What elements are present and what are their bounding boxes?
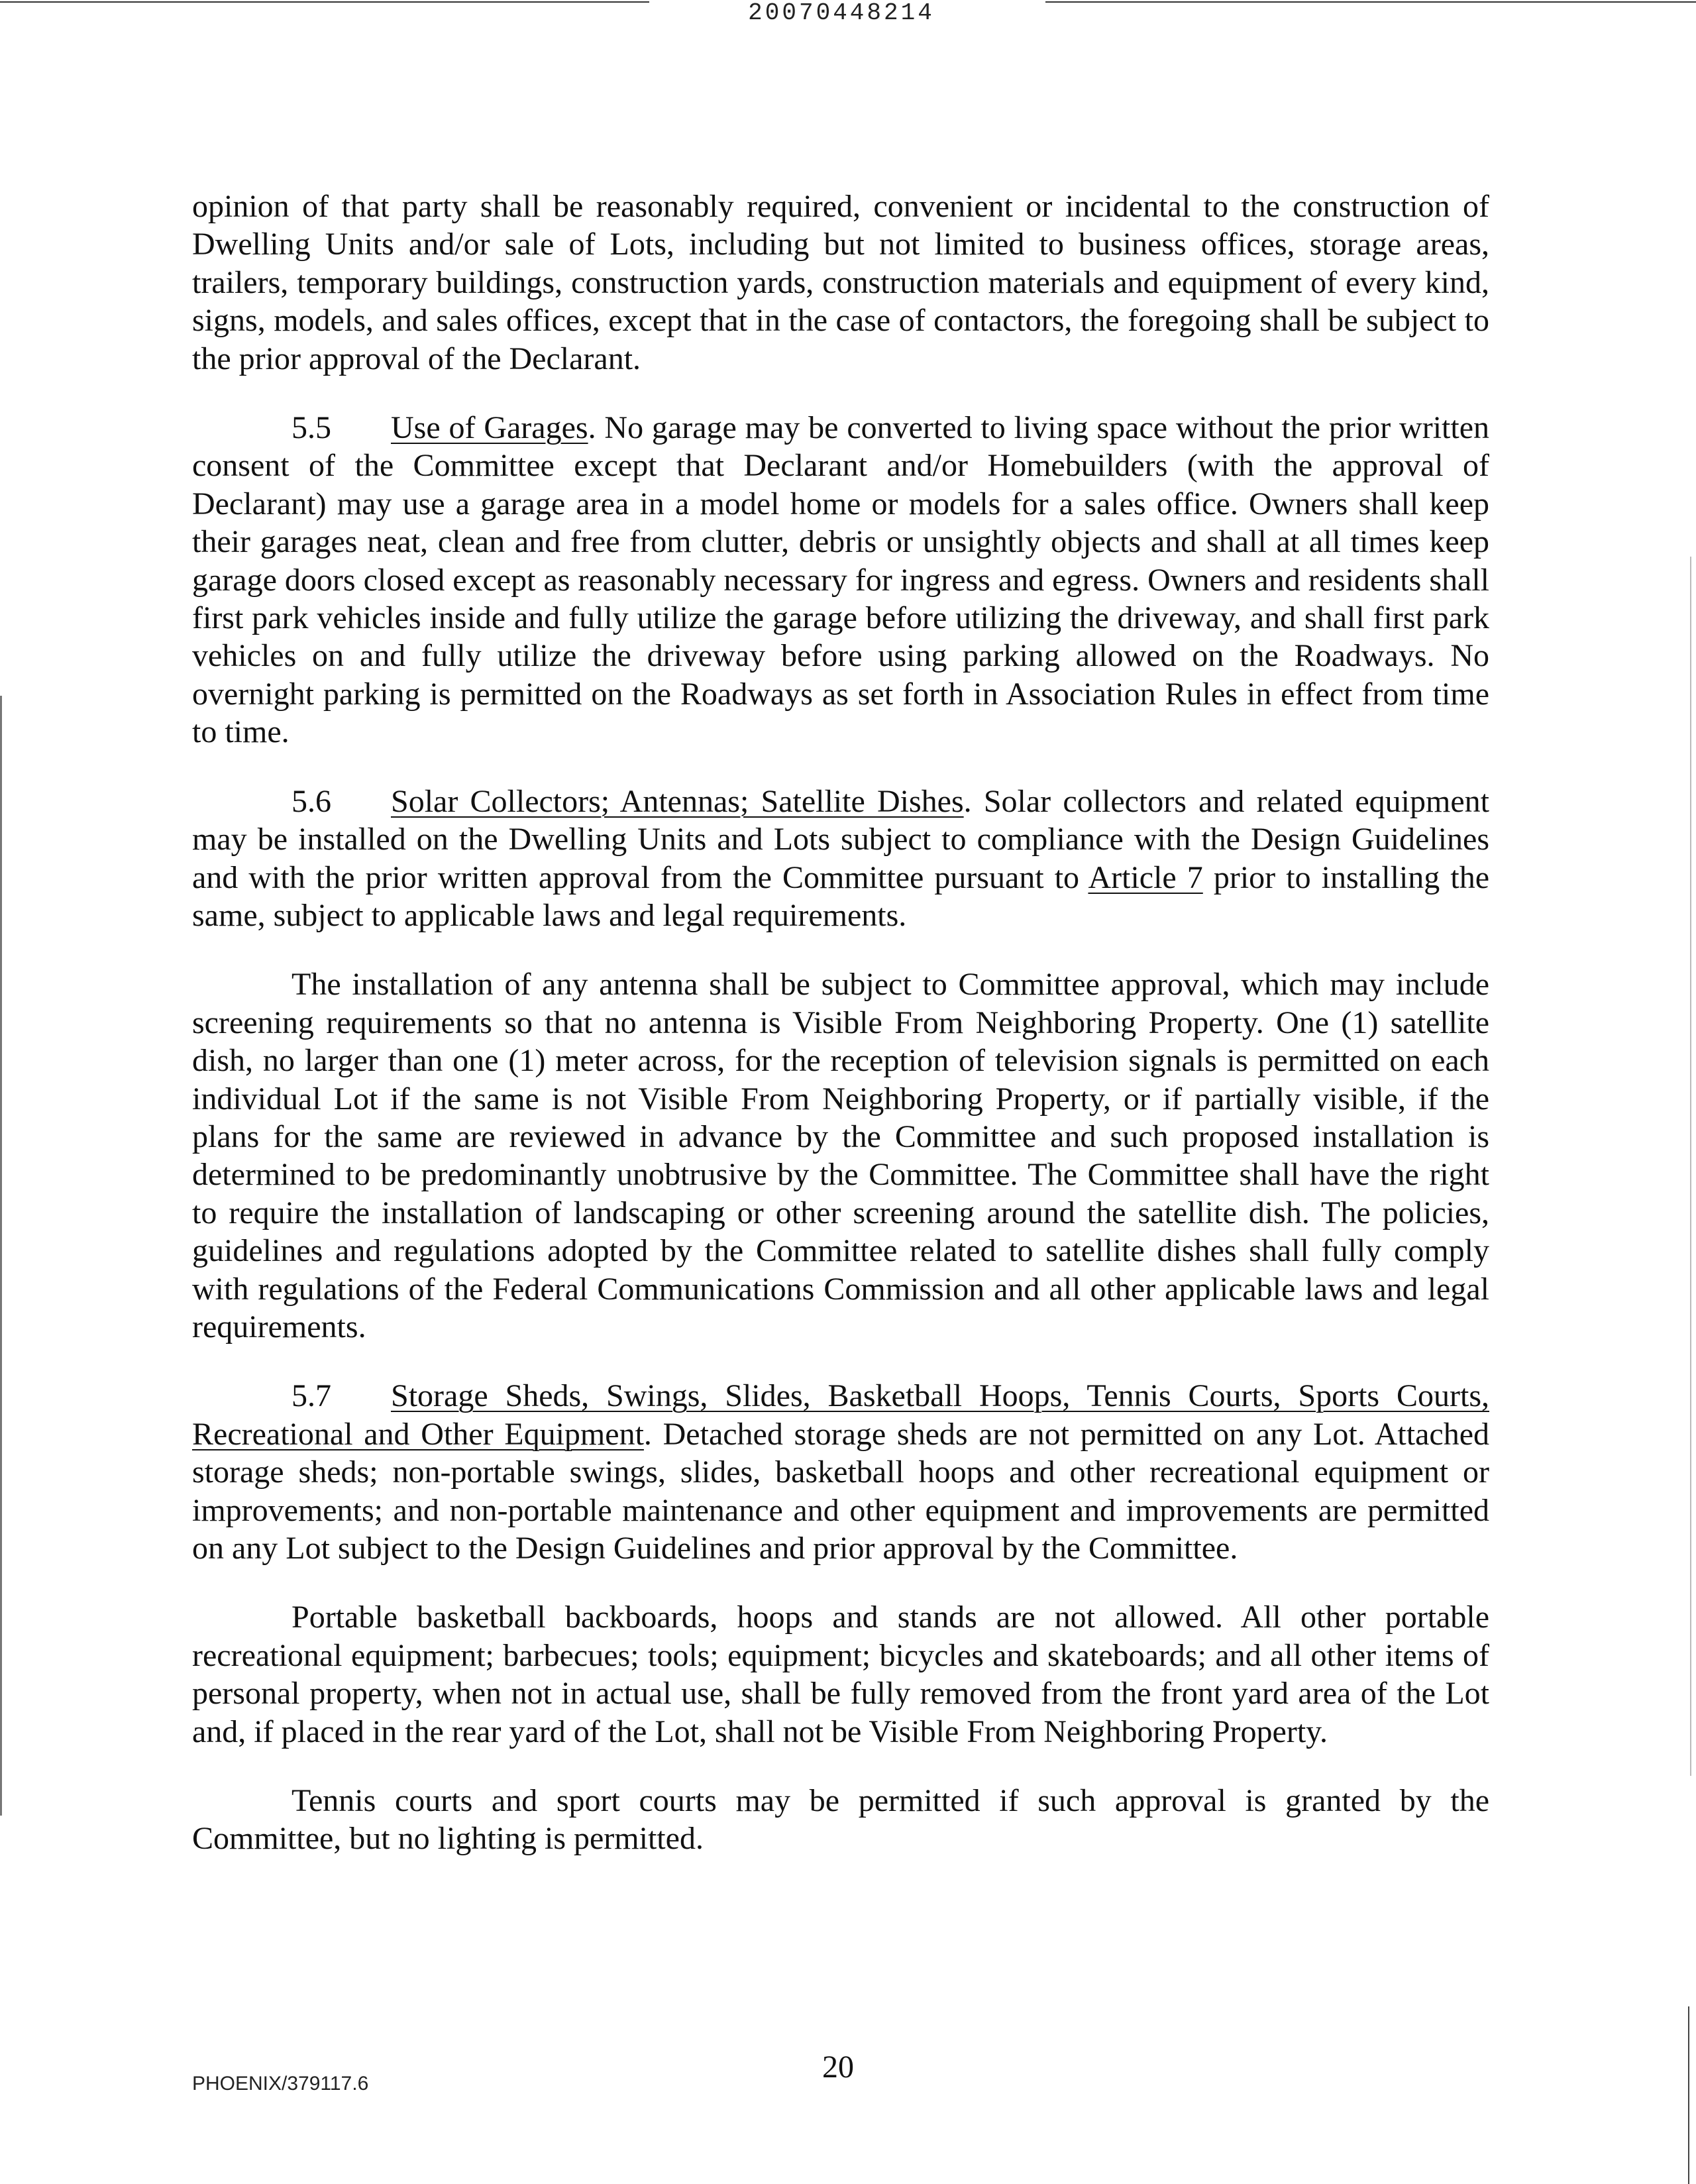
section-number: 5.5 — [292, 410, 331, 446]
section-title: Use of Garages — [391, 410, 588, 446]
page-number: 20 — [822, 2049, 854, 2085]
section-5-7 — [192, 1377, 1489, 1567]
footer-document-id: PHOENIX/379117.6 — [192, 2073, 369, 2095]
antenna-paragraph: The installation of any antenna shall be subject to Committee approval, which may include screening requirements so that no antenna is Visible From Neighboring Property. One (1) satellite dish, no larger than one (1) meter across, for the reception of television signals is permitted on each individual Lot if the same is not Visible From Neighboring Property, or if partially visible, if the plans for the same are reviewed in advance by the Committee and such proposed installation is determined to be predominantly unobtrusive by the Committee. The Committee shall have the right to require the installation of landscaping or other screening around the satellite dish. The policies, guidelines and regulations adopted by the Committee related to satellite dishes shall fully comply with regulations of the Federal Communications Commission and all other applicable laws and legal requirements. — [192, 967, 1489, 1344]
article-reference: Article 7 — [1088, 859, 1203, 895]
scan-edge-left — [0, 696, 2, 1816]
section-text-continued: prior to installing the same, subject to applicable laws and legal requirements. — [192, 859, 1490, 933]
tennis-courts-paragraph: Tennis courts and sport courts may be permitted if such approval is granted by the Committee, but no lighting is permitted. — [192, 1783, 1489, 1857]
section-number: 5.6 — [292, 783, 331, 819]
portable-equipment-paragraph: Portable basketball backboards, hoops and stands are not allowed. All other portable recreational equipment; barbecues; tools; equipment; bicycles and skateboards; and all other items of personal property, when not in actual use, shall be fully removed from the front yard area of the Lot and, if placed in the rear yard of the Lot, shall not be Visible From Neighboring Property. — [192, 1600, 1489, 1749]
section-number: 5.7 — [292, 1378, 331, 1414]
document-body — [192, 188, 1489, 1889]
section-text: . Detached storage sheds are not permitted on any Lot. Attached storage sheds; non-portable swings, slides, basketball hoops and other recreational equipment or improvements; and non-portable maintenance and other equipment and improvements are permitted on any Lot subject to the Design Guidelines and prior approval by the Committee. — [192, 1416, 1490, 1566]
section-5-6 — [192, 783, 1489, 935]
scan-edge-right — [1690, 557, 1691, 1776]
continued-paragraph: opinion of that party shall be reasonably required, convenient or incidental to the construction of Dwelling Units and/or sale of Lots, including but not limited to business offices, storage areas, trailers, temporary buildings, construction yards, construction materials and equipment of every kind, signs, models, and sales offices, except that in the case of contactors, the foregoing shall be subject to the prior approval of the Declarant. — [192, 189, 1489, 376]
section-title: Storage Sheds, Swings, Slides, Basketball Hoops, Tennis Courts, Sports Courts, Recreational and Other Equipment — [192, 1378, 1489, 1452]
section-text: . No garage may be converted to living space without the prior written consent of the Committee except that Declarant and/or Homebuilders (with the approval of Declarant) may use a garage area in a model home or models for a sales office. Owners shall keep their garages neat, clean and free from clutter, debris or unsightly objects and shall at all times keep garage doors closed except as reasonably necessary for ingress and egress. Owners and residents shall first park vehicles inside and fully utilize the garage before utilizing the driveway, and shall first park vehicles on and fully utilize the driveway before using parking allowed on the Roadways. No overnight parking is permitted on the Roadways as set forth in Association Rules in effect from time to time. — [192, 410, 1490, 750]
section-text: . Solar collectors and related equipment may be installed on the Dwelling Units and Lots subject to compliance with the Design Guidelines and with the prior written approval from the Committee pursuant to — [192, 783, 1489, 895]
scan-edge-right-bottom — [1688, 2006, 1689, 2184]
section-title: Solar Collectors; Antennas; Satellite Dishes — [391, 783, 964, 819]
recording-number: 20070448214 — [748, 0, 935, 27]
section-5-5 — [192, 409, 1489, 751]
